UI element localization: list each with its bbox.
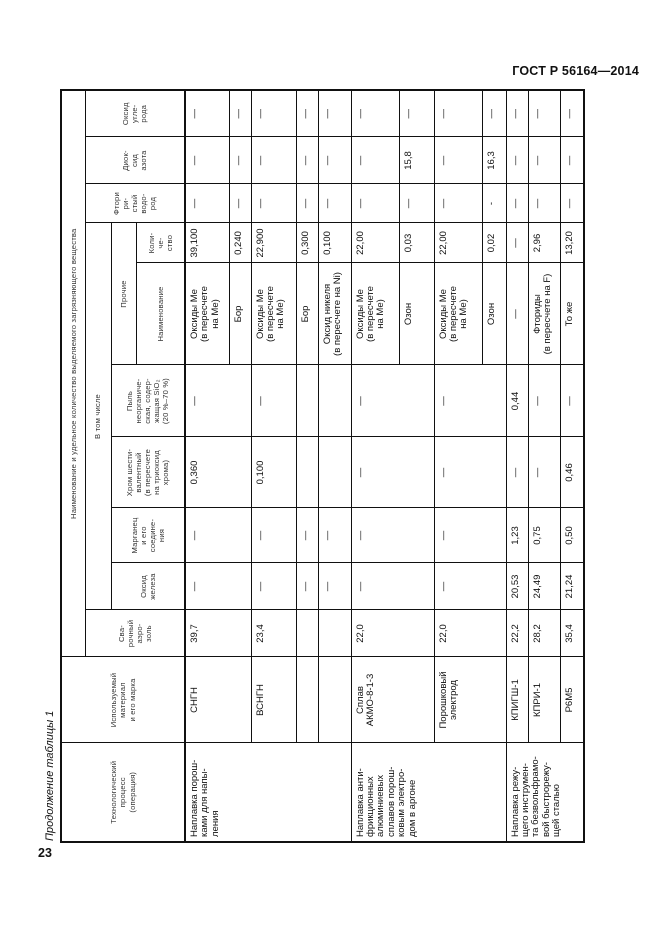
- cell-hf: —: [251, 184, 296, 223]
- cell-chromium: —: [528, 437, 560, 508]
- cell-material: ВСНГН: [251, 657, 296, 743]
- cell-material: СНГН: [185, 657, 251, 743]
- cell-hf: —: [296, 184, 318, 223]
- cell-iron-oxide: 24,49: [528, 563, 560, 610]
- cell-iron-oxide: —: [318, 563, 351, 610]
- cell-other-qty: —: [506, 223, 528, 263]
- cell-chromium: 0,46: [560, 437, 584, 508]
- cell-dust: —: [560, 365, 584, 437]
- cell-manganese: —: [351, 508, 434, 563]
- cell-other-qty: 39,100: [185, 223, 229, 263]
- table-row: [506, 90, 528, 842]
- cell-iron-oxide: 21,24: [560, 563, 584, 610]
- cell-co: —: [434, 90, 482, 137]
- cell-chromium: —: [351, 437, 434, 508]
- cell-dust: —: [185, 365, 251, 437]
- header-iron-oxide: Оксид железа: [111, 563, 185, 610]
- cell-hf: —: [229, 184, 251, 223]
- header-other-qty: Коли- че- ство: [136, 223, 185, 263]
- cell-hf: —: [399, 184, 434, 223]
- cell-dust: 0,44: [506, 365, 528, 437]
- cell-hf: —: [351, 184, 399, 223]
- cell-no2: —: [318, 137, 351, 184]
- cell-chromium: [318, 437, 351, 508]
- table-row: [528, 90, 560, 842]
- cell-manganese: 0,75: [528, 508, 560, 563]
- cell-manganese: —: [434, 508, 506, 563]
- cell-manganese: —: [185, 508, 251, 563]
- cell-iron-oxide: —: [351, 563, 434, 610]
- header-including: В том числе: [85, 223, 111, 610]
- cell-other-qty: 22,00: [351, 223, 399, 263]
- header-hf: Фтори ри- стый водо- род: [85, 184, 185, 223]
- cell-other-name: То же: [560, 263, 584, 365]
- cell-dust: —: [434, 365, 506, 437]
- cell-manganese: —: [251, 508, 296, 563]
- cell-co: —: [560, 90, 584, 137]
- cell-no2: —: [434, 137, 482, 184]
- cell-iron-oxide: 20,53: [506, 563, 528, 610]
- cell-co: —: [351, 90, 399, 137]
- cell-other-name: Озон: [482, 263, 506, 365]
- page-number: 23: [38, 846, 52, 860]
- cell-material: Сплав АКМО-8-1-3: [351, 657, 434, 743]
- cell-no2: —: [528, 137, 560, 184]
- cell-other-name: Оксиды Me (в пересчете на Me): [185, 263, 229, 365]
- table-row: [296, 90, 318, 842]
- cell-manganese: —: [296, 508, 318, 563]
- cell-co: —: [229, 90, 251, 137]
- cell-aerosol: [318, 610, 351, 657]
- cell-other-name: Бор: [229, 263, 251, 365]
- cell-other-qty: 0,100: [318, 223, 351, 263]
- header-manganese: Марганец и его соедине- ния: [111, 508, 185, 563]
- cell-material: [296, 657, 318, 743]
- header-material: Используемый материал и его марка: [61, 657, 185, 743]
- cell-other-qty: 0,300: [296, 223, 318, 263]
- header-dust: Пыль неорганиче- ская, содер- жащая SiO₂ (20 %–70 %): [111, 365, 185, 437]
- cell-co: —: [318, 90, 351, 137]
- cell-other-qty: 22,900: [251, 223, 296, 263]
- cell-co: —: [251, 90, 296, 137]
- table-row: [434, 90, 482, 842]
- cell-aerosol: [296, 610, 318, 657]
- cell-no2: 16,3: [482, 137, 506, 184]
- cell-co: —: [399, 90, 434, 137]
- emissions-table: [60, 89, 585, 843]
- cell-material: [318, 657, 351, 743]
- header-other: Прочие: [111, 223, 136, 365]
- header-process: Технологический процесс (операция): [61, 743, 185, 842]
- cell-hf: —: [434, 184, 482, 223]
- cell-other-qty: 22,00: [434, 223, 482, 263]
- header-co: Оксид угле- рода: [85, 90, 185, 137]
- header-no2: Диок- сид азота: [85, 137, 185, 184]
- cell-no2: 15,8: [399, 137, 434, 184]
- cell-dust: —: [351, 365, 434, 437]
- cell-other-name: Оксиды Me (в пересчете на Me): [351, 263, 399, 365]
- cell-co: —: [296, 90, 318, 137]
- cell-material: КПИГШ-1: [506, 657, 528, 743]
- cell-chromium: 0,100: [251, 437, 296, 508]
- rotated-table-sheet: [44, 87, 589, 843]
- cell-aerosol: 28,2: [528, 610, 560, 657]
- cell-no2: —: [296, 137, 318, 184]
- cell-no2: —: [229, 137, 251, 184]
- cell-no2: —: [351, 137, 399, 184]
- header-chromium: Хром шести- валентный (в пересчете на триоксид хрома): [111, 437, 185, 508]
- cell-hf: —: [318, 184, 351, 223]
- cell-dust: —: [251, 365, 296, 437]
- table-row: [351, 90, 399, 842]
- cell-no2: —: [251, 137, 296, 184]
- cell-other-name: Оксиды Me (в пересчете на Me): [434, 263, 482, 365]
- cell-manganese: 1,23: [506, 508, 528, 563]
- standard-number: ГОСТ Р 56164—2014: [512, 64, 639, 78]
- cell-dust: —: [528, 365, 560, 437]
- cell-manganese: —: [318, 508, 351, 563]
- cell-no2: —: [506, 137, 528, 184]
- cell-material: Р6М5: [560, 657, 584, 743]
- cell-other-name: Оксид никеля (в пересчете на Ni): [318, 263, 351, 365]
- cell-other-name: Бор: [296, 263, 318, 365]
- cell-other-qty: 2,96: [528, 223, 560, 263]
- table-row: [560, 90, 584, 842]
- cell-hf: —: [560, 184, 584, 223]
- cell-co: —: [506, 90, 528, 137]
- cell-aerosol: 23,4: [251, 610, 296, 657]
- cell-other-name: Озон: [399, 263, 434, 365]
- header-title: Наименование и удельное количество выделяемого загрязняющего вещества: [61, 90, 85, 657]
- cell-aerosol: 35,4: [560, 610, 584, 657]
- cell-co: —: [528, 90, 560, 137]
- cell-iron-oxide: —: [296, 563, 318, 610]
- cell-dust: [318, 365, 351, 437]
- cell-hf: —: [185, 184, 229, 223]
- cell-process: Наплавка анти- фрикционных алюминиевых сплавов порош- ковым электро- дом в аргоне: [351, 743, 506, 842]
- table-row: [185, 90, 229, 842]
- cell-hf: —: [528, 184, 560, 223]
- cell-other-qty: 0,240: [229, 223, 251, 263]
- cell-aerosol: 22,2: [506, 610, 528, 657]
- cell-process: Наплавка режу- щего инструмен- та безвольфрамо- вой быстрорежу- щей сталью: [506, 743, 584, 842]
- cell-other-name: —: [506, 263, 528, 365]
- cell-aerosol: 39,7: [185, 610, 251, 657]
- cell-material: КПРИ-1: [528, 657, 560, 743]
- cell-chromium: [296, 437, 318, 508]
- cell-other-qty: 13,20: [560, 223, 584, 263]
- cell-iron-oxide: —: [434, 563, 506, 610]
- cell-other-qty: 0,03: [399, 223, 434, 263]
- cell-co: —: [185, 90, 229, 137]
- cell-co: —: [482, 90, 506, 137]
- cell-material: Порошковый электрод: [434, 657, 506, 743]
- cell-iron-oxide: —: [251, 563, 296, 610]
- table-caption: Продолжение таблицы 1: [44, 710, 56, 841]
- cell-no2: —: [185, 137, 229, 184]
- cell-chromium: —: [506, 437, 528, 508]
- cell-chromium: —: [434, 437, 506, 508]
- header-aerosol: Сва- рочный аэро- золь: [85, 610, 185, 657]
- cell-dust: [296, 365, 318, 437]
- cell-iron-oxide: —: [185, 563, 251, 610]
- cell-process: Наплавка порош- ками для напы- ления: [185, 743, 351, 842]
- cell-no2: —: [560, 137, 584, 184]
- cell-other-qty: 0,02: [482, 223, 506, 263]
- cell-hf: —: [506, 184, 528, 223]
- cell-aerosol: 22,0: [351, 610, 434, 657]
- header-other-name: Наименование: [136, 263, 185, 365]
- table-row: [318, 90, 351, 842]
- cell-manganese: 0,50: [560, 508, 584, 563]
- cell-other-name: Оксиды Me (в пересчете на Me): [251, 263, 296, 365]
- cell-other-name: Фториды (в пересчете на F): [528, 263, 560, 365]
- cell-aerosol: 22,0: [434, 610, 506, 657]
- cell-hf: -: [482, 184, 506, 223]
- table-row: [251, 90, 296, 842]
- cell-chromium: 0,360: [185, 437, 251, 508]
